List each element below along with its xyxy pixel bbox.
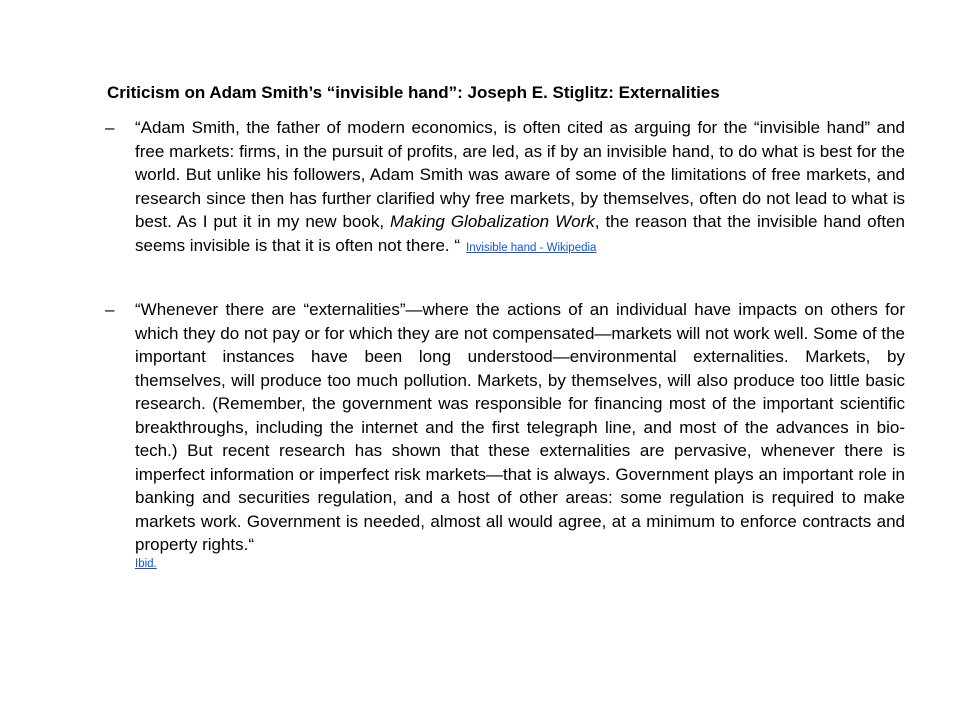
ibid-link[interactable]: Ibid.	[135, 557, 157, 570]
bullet-dash: –	[105, 300, 115, 319]
bullet-text	[135, 298, 905, 571]
slide-heading: Criticism on Adam Smith’s “invisible hand”: Joseph E. Stiglitz: Externalities	[107, 83, 720, 102]
bullet-item-adam-smith-quote	[105, 116, 905, 260]
bullet-dash: –	[105, 118, 115, 137]
quote-text-start: “Adam Smith, the father of modern economics, is often cited as arguing for the “invisible hand” and free markets: firms, in the pursuit of profits, are led, as if by an invisible hand, to do what is best for the world. But unlike his followers, Adam Smith was aware of some of the limitations of free markets, and research since then has further clarified why free markets, by themselves, often do not lead to what is best. As I put it in my new book,	[135, 118, 905, 231]
book-title: Making Globalization Work	[390, 212, 595, 231]
wikipedia-link[interactable]: Invisible hand - Wikipedia	[466, 241, 597, 254]
bullet-item-externalities-quote	[105, 298, 905, 571]
quote-text-end: , the reason that the invisible hand often seems invisible is that it is often not there. “	[135, 212, 905, 255]
quote-text: “Whenever there are “externalities”—where the actions of an individual have impacts on others for which they do not pay or for which they are not compensated—markets will not work well. Some of the important instances have been long understood—environmental externalities. Markets, by themselves, will produce too much pollution. Markets, by themselves, will also produce too little basic research. (Remember, the government was responsible for financing most of the important scientific breakthroughs, including the internet and the first telegraph line, and most of the advances in bio-tech.) But recent research has shown that these externalities are pervasive, whenever there is imperfect information or imperfect risk markets—that is always. Government plays an important role in banking and securities regulation, and a host of other areas: some regulation is required to make markets work. Government is needed, almost all would agree, at a minimum to enforce contracts and property rights.“	[135, 300, 905, 554]
bullet-text	[135, 116, 905, 260]
